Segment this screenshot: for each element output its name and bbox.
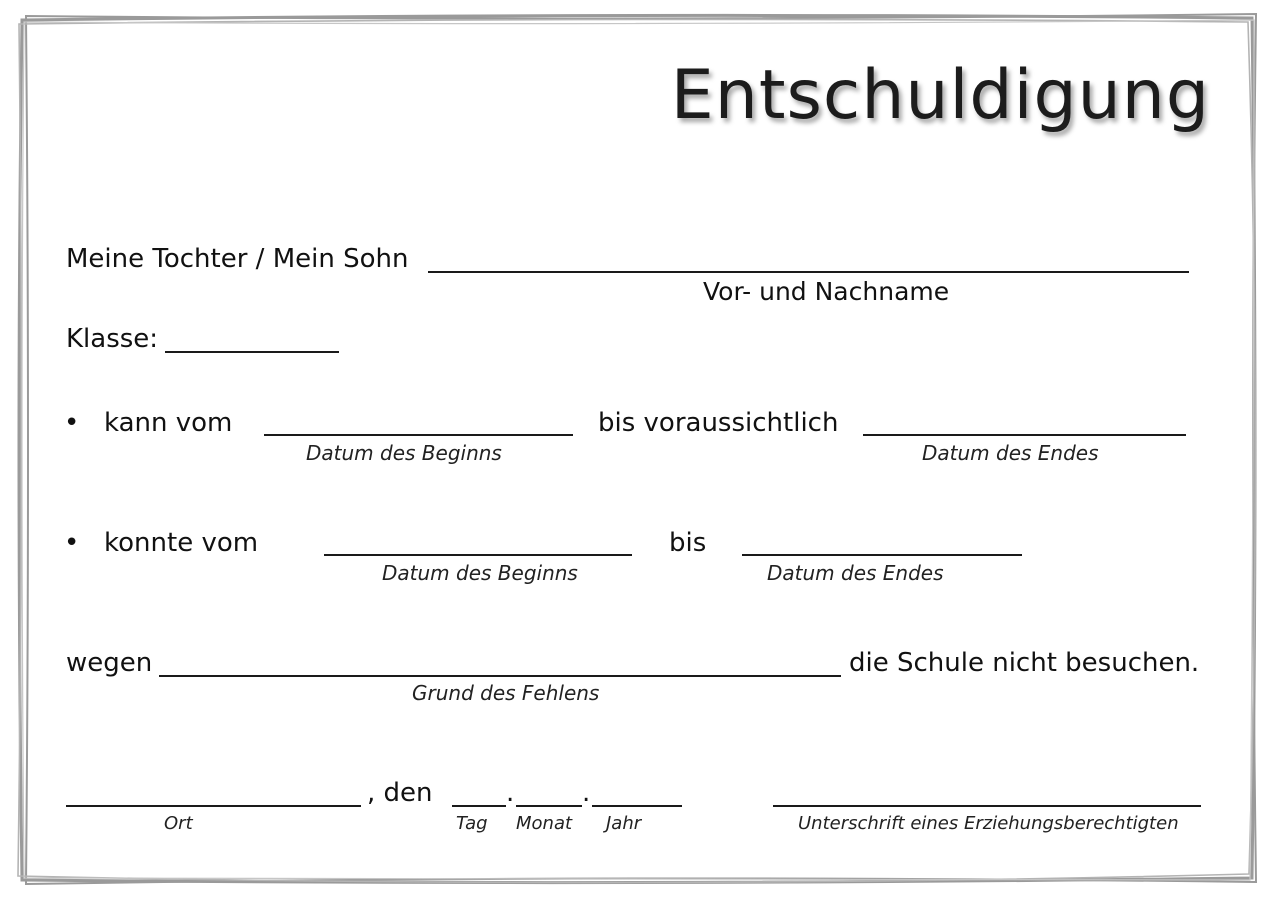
place-caption: Ort <box>164 813 193 834</box>
kann-label: kann vom <box>104 408 233 438</box>
konnte-middle-label: bis <box>669 528 707 558</box>
place-field-line[interactable] <box>66 805 361 807</box>
class-field-line[interactable] <box>165 351 339 353</box>
signature-caption: Unterschrift eines Erziehungsberechtigten <box>798 813 1179 834</box>
konnte-end-line[interactable] <box>742 554 1022 556</box>
name-label: Meine Tochter / Mein Sohn <box>66 244 409 274</box>
name-field-line[interactable] <box>428 271 1189 273</box>
day-caption: Tag <box>456 813 488 834</box>
reason-field-line[interactable] <box>159 675 841 677</box>
kann-end-line[interactable] <box>863 434 1186 436</box>
reason-caption: Grund des Fehlens <box>412 681 600 705</box>
konnte-start-line[interactable] <box>324 554 632 556</box>
konnte-start-caption: Datum des Beginns <box>382 561 578 585</box>
year-field-line[interactable] <box>592 805 682 807</box>
date-dot-1: . <box>506 778 515 808</box>
kann-end-caption: Datum des Endes <box>922 441 1099 465</box>
date-den-label: , den <box>367 778 433 808</box>
bullet-konnte: • <box>64 528 80 558</box>
konnte-label: konnte vom <box>104 528 259 558</box>
month-field-line[interactable] <box>516 805 582 807</box>
kann-start-line[interactable] <box>264 434 573 436</box>
class-label: Klasse: <box>66 324 159 354</box>
konnte-end-caption: Datum des Endes <box>767 561 944 585</box>
kann-start-caption: Datum des Beginns <box>306 441 502 465</box>
signature-field-line[interactable] <box>773 805 1201 807</box>
date-dot-2: . <box>582 778 591 808</box>
month-caption: Monat <box>516 813 573 834</box>
reason-suffix: die Schule nicht besuchen. <box>849 648 1200 678</box>
document-title: Entschuldigung <box>670 56 1210 135</box>
name-caption: Vor- und Nachname <box>703 277 950 306</box>
reason-label: wegen <box>66 648 153 678</box>
day-field-line[interactable] <box>452 805 506 807</box>
bullet-kann: • <box>64 408 80 438</box>
year-caption: Jahr <box>606 813 642 834</box>
kann-middle-label: bis voraussichtlich <box>598 408 839 438</box>
